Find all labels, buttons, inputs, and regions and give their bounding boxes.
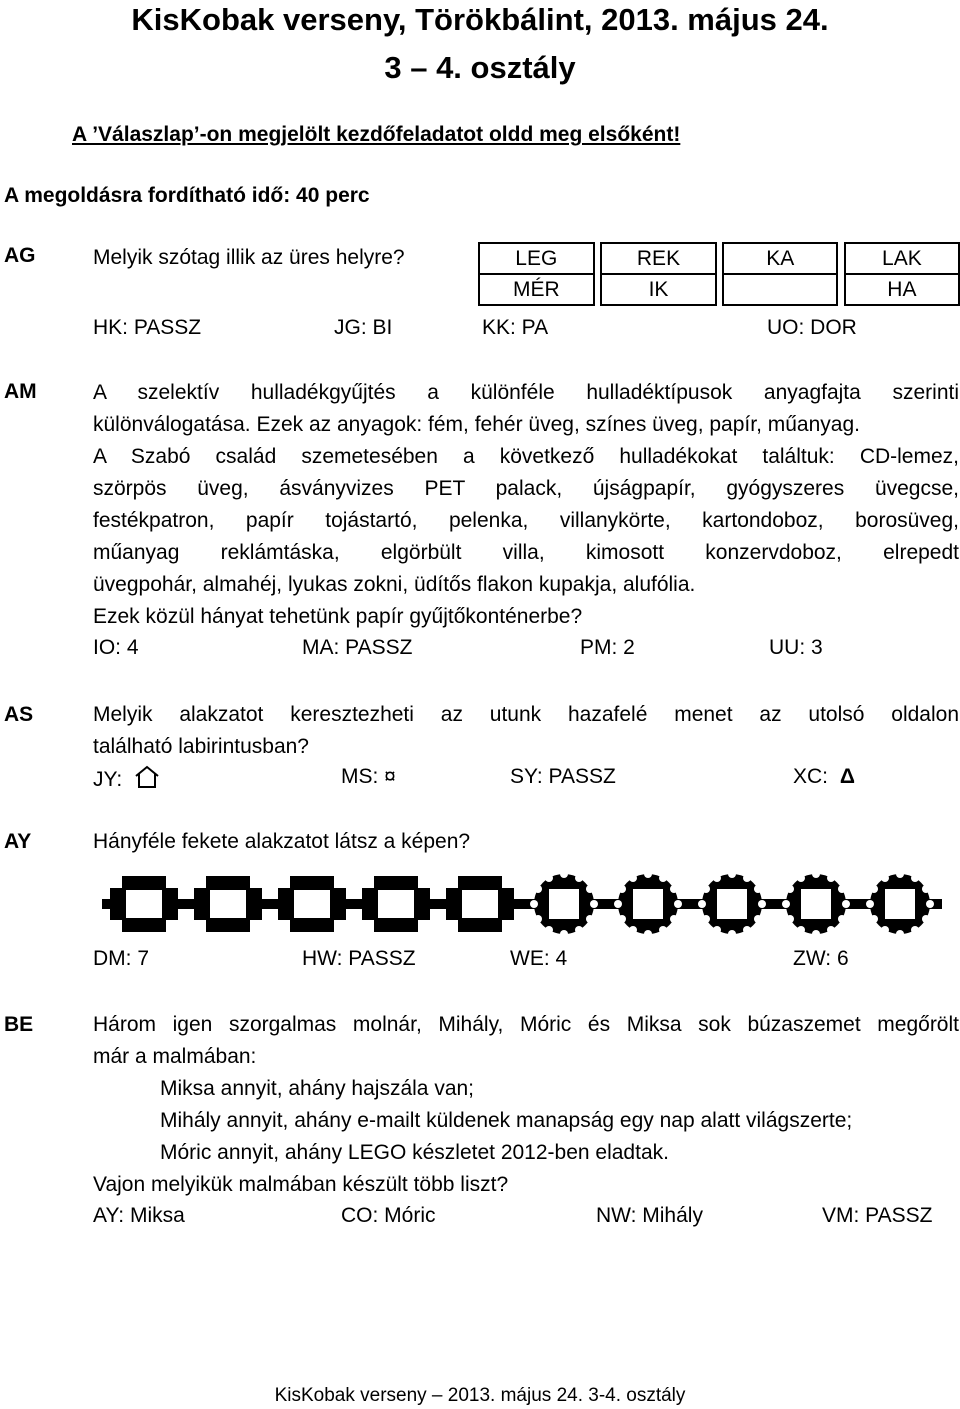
answer-option: NW: Mihály bbox=[596, 1204, 703, 1227]
answer-label: XC: bbox=[793, 765, 829, 788]
question-code-be: BE bbox=[4, 1013, 34, 1036]
answer-option bbox=[93, 765, 160, 792]
question-am-line: Ezek közül hányat tehetünk papír gyűjtőkonténerbe? bbox=[93, 605, 583, 628]
answer-option: MA: PASSZ bbox=[302, 636, 413, 659]
answer-option bbox=[793, 765, 855, 789]
black-shape bbox=[866, 873, 934, 935]
question-am-line: szörpös üveg, ásványvizes PET palack, újságpapír, gyógyszeres üvegcse, bbox=[93, 477, 959, 500]
question-be-text: Vajon melyikük malmában készült több liszt? bbox=[93, 1173, 509, 1196]
question-be-item: Miksa annyit, ahány hajszála van; bbox=[160, 1077, 475, 1100]
answer-option: AY: Miksa bbox=[93, 1204, 185, 1227]
answer-option: VM: PASSZ bbox=[822, 1204, 933, 1227]
black-shape bbox=[698, 873, 766, 935]
answer-option: UO: DOR bbox=[767, 316, 857, 339]
grid-cell: IK bbox=[601, 274, 715, 305]
house-outline-icon bbox=[134, 765, 160, 789]
black-shape bbox=[278, 876, 346, 932]
answer-option: SY: PASSZ bbox=[510, 765, 616, 788]
question-as-line: Melyik alakzatot keresztezheti az utunk hazafelé menet az utolsó oldalon bbox=[93, 703, 959, 726]
question-am-line: üvegpohár, almahéj, lyukas zokni, üdítős flakon kupakja, alufólia. bbox=[93, 573, 696, 596]
question-am-line: festékpatron, papír tojástartó, pelenka, villanykörte, kartondoboz, borosüveg, bbox=[93, 509, 959, 532]
answer-option: WE: 4 bbox=[510, 947, 568, 970]
grid-cell: LAK bbox=[845, 243, 959, 274]
black-shape bbox=[110, 876, 178, 932]
page-subtitle: 3 – 4. osztály bbox=[384, 50, 576, 85]
question-ag-text: Melyik szótag illik az üres helyre? bbox=[93, 246, 405, 269]
black-shape bbox=[614, 873, 682, 935]
answer-option: PM: 2 bbox=[580, 636, 635, 659]
question-be-item: Mihály annyit, ahány e-mailt küldenek manapság egy nap alatt világszerte; bbox=[160, 1109, 853, 1132]
black-shape bbox=[362, 876, 430, 932]
question-ay-text: Hányféle fekete alakzatot látsz a képen? bbox=[93, 830, 471, 853]
grid-cell-empty bbox=[723, 274, 837, 305]
page-title: KisKobak verseny, Törökbálint, 2013. május 24. bbox=[131, 2, 829, 37]
answer-option: MS: ¤ bbox=[341, 765, 396, 788]
question-code-ag: AG bbox=[4, 244, 36, 267]
question-be-line: Három igen szorgalmas molnár, Mihály, Móric és Miksa sok búzaszemet megőrölt bbox=[93, 1013, 959, 1036]
question-as-line: található labirintusban? bbox=[93, 735, 309, 758]
question-be-item: Móric annyit, ahány LEGO készletet 2012-ben eladtak. bbox=[160, 1141, 669, 1164]
answer-option: ZW: 6 bbox=[793, 947, 849, 970]
time-limit: A megoldásra fordítható idő: 40 perc bbox=[4, 184, 370, 207]
black-shape bbox=[530, 873, 598, 935]
answer-option: HW: PASSZ bbox=[302, 947, 416, 970]
answer-option: DM: 7 bbox=[93, 947, 150, 970]
answer-option: HK: PASSZ bbox=[93, 316, 202, 339]
black-shape bbox=[194, 876, 262, 932]
answer-label: JY: bbox=[93, 768, 123, 791]
page-footer: KisKobak verseny – 2013. május 24. 3-4. osztály bbox=[274, 1385, 686, 1406]
grid-cell: KA bbox=[723, 243, 837, 274]
triangle-symbol: Δ bbox=[839, 765, 855, 788]
question-be-line: már a malmában: bbox=[93, 1045, 257, 1068]
question-code-as: AS bbox=[4, 703, 34, 726]
answer-option: UU: 3 bbox=[769, 636, 823, 659]
answer-option: KK: PA bbox=[482, 316, 549, 339]
instruction: A ’Válaszlap’-on megjelölt kezdőfeladatot oldd meg elsőként! bbox=[72, 123, 681, 146]
grid-cell: MÉR bbox=[479, 274, 594, 305]
question-am-line: A Szabó család szemetesében a következő hulladékokat találtuk: CD-lemez, bbox=[93, 445, 959, 468]
grid-cell: LEG bbox=[479, 243, 594, 274]
answer-option: CO: Móric bbox=[341, 1204, 436, 1227]
answer-option: IO: 4 bbox=[93, 636, 139, 659]
grid-cell: HA bbox=[845, 274, 959, 305]
question-code-am: AM bbox=[4, 380, 37, 403]
question-am-line: műanyag reklámtáska, elgörbült villa, kimosott konzervdoboz, elrepedt bbox=[93, 541, 959, 564]
black-shape bbox=[446, 876, 514, 932]
question-code-ay: AY bbox=[4, 830, 32, 853]
syllable-grid bbox=[478, 242, 960, 306]
question-am-line: A szelektív hulladékgyűjtés a különféle hulladéktípusok anyagfajta szerinti bbox=[93, 381, 959, 404]
black-shape bbox=[782, 873, 850, 935]
grid-cell: REK bbox=[601, 243, 715, 274]
answer-option: JG: BI bbox=[334, 316, 393, 339]
black-shapes-figure bbox=[102, 873, 942, 935]
question-am-line: különválogatása. Ezek az anyagok: fém, fehér üveg, színes üveg, papír, műanyag. bbox=[93, 413, 860, 436]
